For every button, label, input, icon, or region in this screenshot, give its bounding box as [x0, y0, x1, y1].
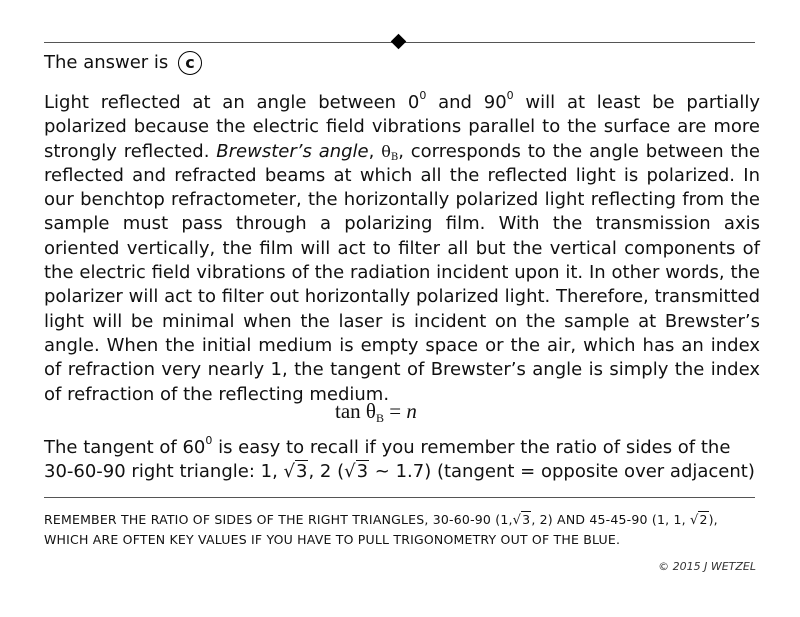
brewster-equation	[335, 399, 417, 424]
answer-prefix: The answer is	[44, 52, 169, 73]
eq-rhs: n	[406, 399, 417, 423]
sqrt3-1	[284, 460, 309, 484]
sqrt3-2	[344, 460, 369, 484]
bottom-rule	[44, 497, 755, 498]
radical-icon: √	[283, 461, 296, 482]
tan-degree-sup: 0	[205, 434, 213, 447]
rem-text-1: REMEMBER THE RATIO OF SIDES OF THE RIGHT TRIANGLES, 30-60-90 (1,	[44, 512, 513, 527]
eq-func: tan	[335, 399, 366, 423]
tan-text-4: ~ 1.7) (tangent = opposite over adjacent)	[369, 461, 755, 482]
answer-letter-circle: c	[178, 51, 202, 75]
tangent-note	[44, 436, 760, 484]
rem-sqrt3	[513, 510, 532, 530]
copyright: © 2015 J WETZEL	[658, 560, 756, 573]
radicand: 3	[522, 512, 531, 527]
tan-text-3: , 2 (	[308, 461, 345, 482]
theta-subscript: B	[390, 151, 399, 163]
radical-icon: √	[689, 513, 699, 528]
para-text-5: , corresponds to the angle between the reflected and refracted beams at which all the reflected light is polarized. In our benchtop refractometer, the horizontally polarized light reflecting from the sample must pass through a polarizing film. With the transmission axis oriented vertically, the film will act to filter all but the vertical components of the electric field vibrations of the radiation incident upon it. In other words, the polarizer will act to filter out horizontally polarized light. Therefore, transmitted light will be minimal when the laser is incident on the sample at Brewster’s angle. When the initial medium is empty space or the air, which has an index of refraction very nearly 1, the tangent of Brewster’s angle is simply the index of refraction of the reflecting medium.	[44, 140, 760, 405]
tan-text-1: The tangent of 60	[44, 437, 206, 458]
radical-icon: √	[512, 513, 522, 528]
diamond-icon	[391, 34, 407, 50]
theta-symbol: θ	[381, 141, 391, 161]
para-text-2: and 90	[426, 92, 507, 113]
radicand: 3	[296, 461, 308, 482]
rem-text-3: ), WHICH ARE OFTEN KEY VALUES IF YOU HAVE TO PULL TRIGONOMETRY OUT OF THE BLUE.	[44, 512, 718, 547]
eq-subscript: B	[375, 411, 384, 425]
radicand: 3	[356, 461, 369, 482]
rem-text-2: , 2) AND 45-45-90 (1, 1,	[531, 512, 690, 527]
eq-theta: θ	[365, 399, 376, 423]
remember-note	[44, 510, 760, 549]
para-text-1: Light reflected at an angle between 0	[44, 92, 420, 113]
explanation-paragraph	[44, 91, 760, 407]
brewster-term: Brewster’s angle	[216, 140, 369, 162]
para-text-4: ,	[368, 140, 382, 162]
tan-text-2: is easy to recall if you remember the ratio of sides of the 30-60-90 right triangle: 1,	[44, 437, 731, 482]
degree-sup-1: 0	[419, 89, 427, 102]
eq-equals: =	[383, 399, 407, 423]
radical-icon: √	[344, 461, 356, 482]
answer-line	[44, 50, 202, 76]
degree-sup-2: 0	[506, 89, 514, 102]
rem-sqrt2	[690, 510, 709, 530]
radicand: 2	[699, 512, 708, 527]
para-text-3: will at least be partially polarized because the electric field vibrations parallel to the surface are more strongly reflected.	[44, 92, 761, 162]
